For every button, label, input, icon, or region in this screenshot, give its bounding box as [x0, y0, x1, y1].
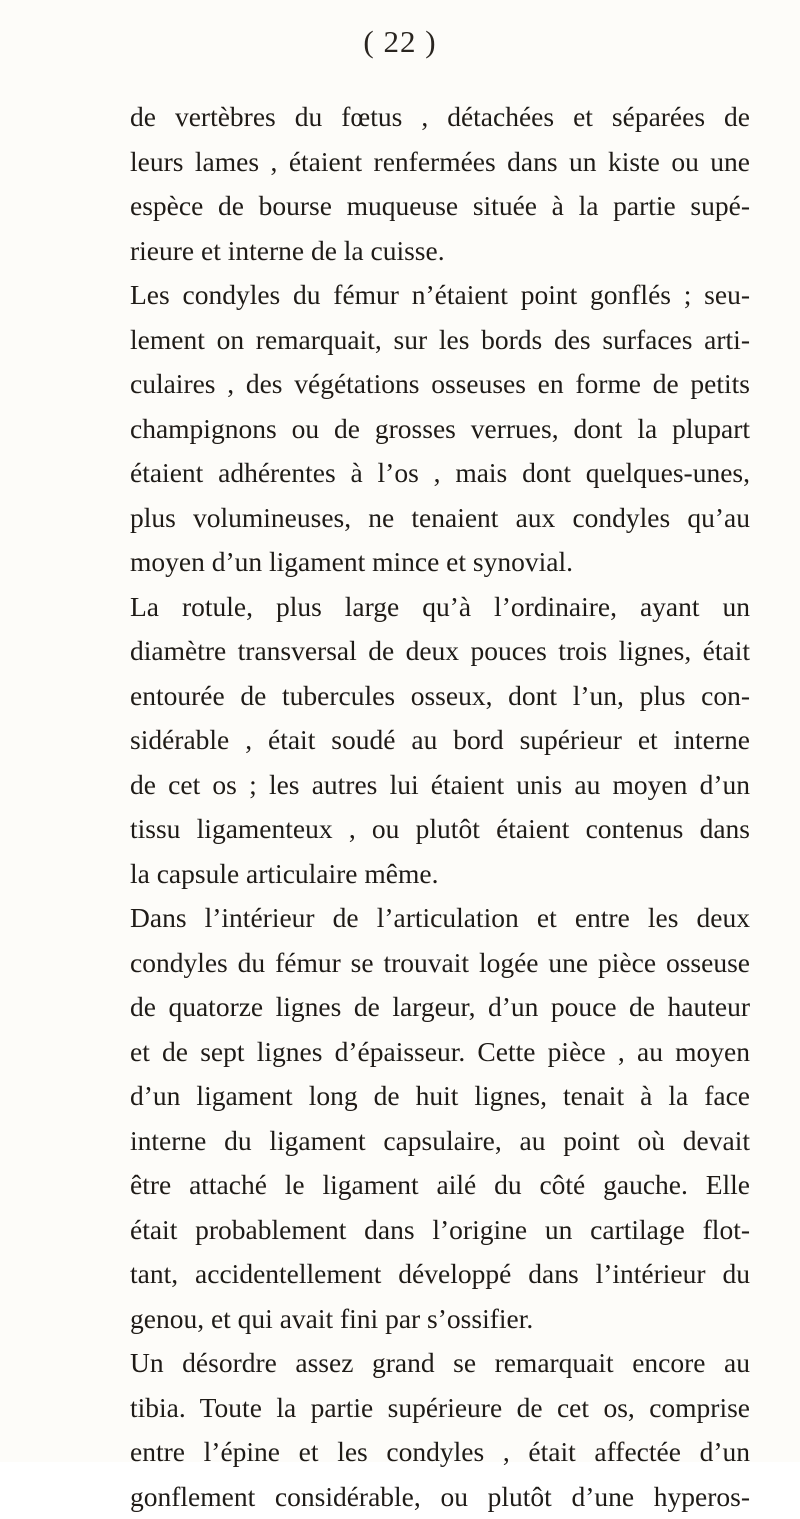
text-line: leurs lames , étaient renfermées dans un kiste ou une: [130, 140, 750, 185]
text-line: tissu ligamenteux , ou plutôt étaient contenus dans: [130, 807, 750, 852]
text-line: tibia. Toute la partie supérieure de cet os, comprise: [130, 1386, 750, 1431]
text-line: entre l’épine et les condyles , était affectée d’un: [130, 1430, 750, 1475]
text-line: Les condyles du fémur n’étaient point gonflés ; seu-: [130, 273, 750, 318]
text-line: interne du ligament capsulaire, au point où devait: [130, 1119, 750, 1164]
text-line: La rotule, plus large qu’à l’ordinaire, ayant un: [130, 585, 750, 630]
text-line: diamètre transversal de deux pouces trois lignes, était: [130, 629, 750, 674]
text-line: genou, et qui avait fini par s’ossifier.: [130, 1297, 750, 1342]
text-line: d’un ligament long de huit lignes, tenait à la face: [130, 1074, 750, 1119]
text-line: de cet os ; les autres lui étaient unis au moyen d’un: [130, 763, 750, 808]
page-number: ( 22 ): [340, 24, 460, 60]
text-line: condyles du fémur se trouvait logée une pièce osseuse: [130, 941, 750, 986]
text-line: la capsule articulaire même.: [130, 852, 750, 897]
text-line: de vertèbres du fœtus , détachées et séparées de: [130, 95, 750, 140]
text-line: entourée de tubercules osseux, dont l’un, plus con-: [130, 674, 750, 719]
text-line: rieure et interne de la cuisse.: [130, 229, 750, 274]
text-line: champignons ou de grosses verrues, dont la plupart: [130, 407, 750, 452]
text-line: espèce de bourse muqueuse située à la partie supé-: [130, 184, 750, 229]
body-text: [130, 95, 750, 1519]
text-line: Dans l’intérieur de l’articulation et entre les deux: [130, 896, 750, 941]
text-line: être attaché le ligament ailé du côté gauche. Elle: [130, 1163, 750, 1208]
text-line: plus volumineuses, ne tenaient aux condyles qu’au: [130, 496, 750, 541]
text-line: était probablement dans l’origine un cartilage flot-: [130, 1208, 750, 1253]
text-line: Un désordre assez grand se remarquait encore au: [130, 1341, 750, 1386]
text-line: de quatorze lignes de largeur, d’un pouce de hauteur: [130, 985, 750, 1030]
text-line: culaires , des végétations osseuses en forme de petits: [130, 362, 750, 407]
text-line: gonflement considérable, ou plutôt d’une hyperos-: [130, 1475, 750, 1519]
text-line: et de sept lignes d’épaisseur. Cette pièce , au moyen: [130, 1030, 750, 1075]
text-line: lement on remarquait, sur les bords des surfaces arti-: [130, 318, 750, 363]
text-line: sidérable , était soudé au bord supérieur et interne: [130, 718, 750, 763]
text-line: moyen d’un ligament mince et synovial.: [130, 540, 750, 585]
text-line: étaient adhérentes à l’os , mais dont quelques-unes,: [130, 451, 750, 496]
text-line: tant, accidentellement développé dans l’intérieur du: [130, 1252, 750, 1297]
